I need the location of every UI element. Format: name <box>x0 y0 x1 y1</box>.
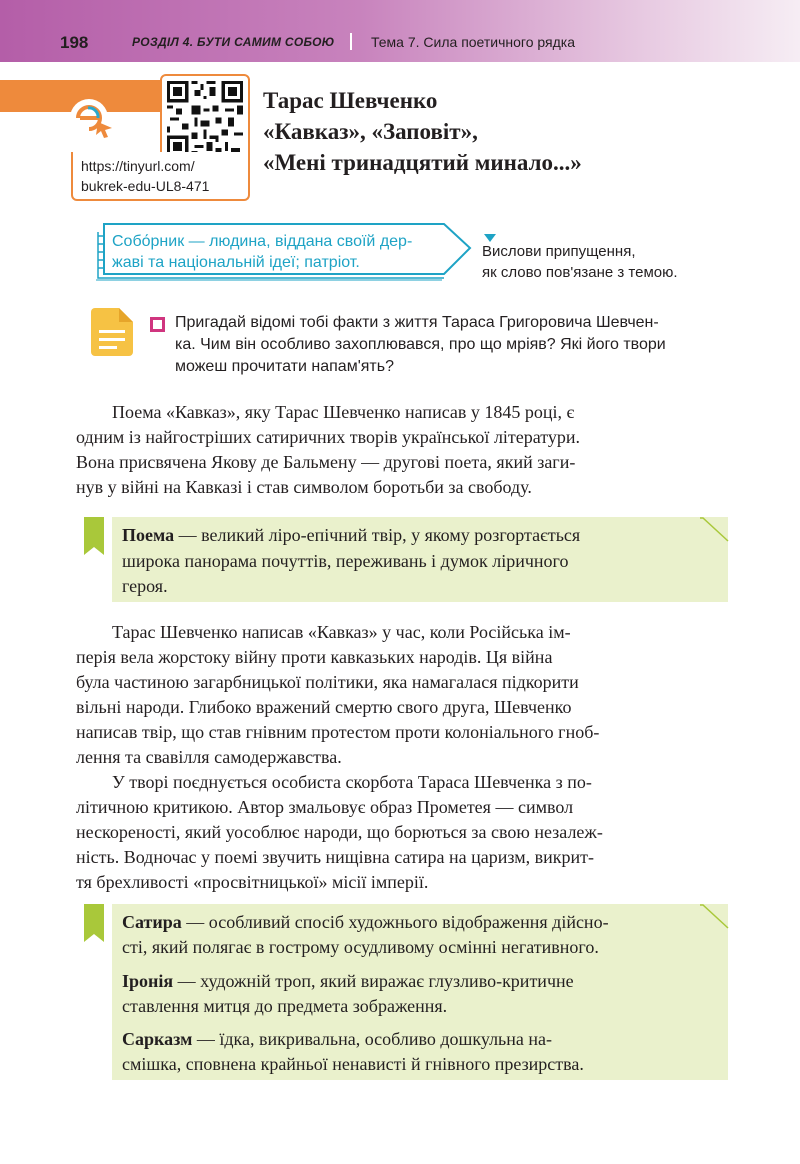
question-line1: Пригадай відомі тобі факти з життя Тараса Григоровича Шевчен- <box>175 314 659 331</box>
definition-sarcasm-line2: смішка, сповнена крайньої ненависті й гнівного презирства. <box>122 1054 584 1074</box>
section-title: РОЗДІЛ 4. БУТИ САМИМ СОБОЮ <box>132 35 335 49</box>
lesson-title-line2: «Кавказ», «Заповіт», <box>263 119 478 144</box>
definition-corner <box>700 517 730 547</box>
para3-line4: ність. Водночас у поемі звучить нищівна сатира на царизм, викрит- <box>76 847 594 867</box>
definition-bookmark-icon <box>84 904 104 944</box>
definition-satire-line2: сті, який полягає в гострому осудливому осмінні негативного. <box>122 937 599 957</box>
definition-poema-line2: широка панорама почуттів, переживань і думок ліричного <box>122 551 569 571</box>
definition-irony-line2: ставлення митця до предмета зображення. <box>122 996 448 1016</box>
header-divider <box>350 33 352 50</box>
definition-corner <box>700 904 730 934</box>
definition-poema-line1: Поема — великий ліро-епічний твір, у якому розгортається <box>122 525 581 545</box>
question-line3: можеш прочитати напам'ять? <box>175 358 394 375</box>
para1-line4: нув у війні на Кавказі і став символом боротьби за свободу. <box>76 477 532 497</box>
para2-line1: Тарас Шевченко написав «Кавказ» у час, коли Російська ім- <box>112 622 571 642</box>
hint-line1: Вислови припущення, <box>482 243 636 260</box>
para2-line3: була частиною загарбницької політики, яка намагалася підкорити <box>76 672 579 692</box>
term-sarcasm: Сарказм <box>122 1029 193 1049</box>
para3-line3: нескореності, який уособлює народи, що борються за свою незалеж- <box>76 822 603 842</box>
qr-url-line1[interactable]: https://tinyurl.com/ <box>81 158 195 174</box>
e-resource-icon <box>68 96 118 145</box>
qr-code[interactable] <box>160 74 250 164</box>
para1-line3: Вона присвячена Якову де Бальмену — другові поета, який заги- <box>76 452 576 472</box>
page-number: 198 <box>60 33 89 52</box>
definition-satire-line1: Сатира — особливий спосіб художнього відображення дійсно- <box>122 912 609 932</box>
para2-line6: лення та свавілля самодержавства. <box>76 747 342 767</box>
topic-title: Тема 7. Сила поетичного рядка <box>371 34 575 50</box>
definition-poema-line3: героя. <box>122 576 168 596</box>
qr-url-line2[interactable]: bukrek-edu-UL8-471 <box>81 178 210 194</box>
para2-line5: написав твір, що став гнівним протестом проти колоніального гноб- <box>76 722 600 742</box>
term-poema: Поема <box>122 525 175 545</box>
hint-line2: як слово пов'язане з темою. <box>482 264 678 281</box>
definition-sarcasm-line1: Сарказм — їдка, викривальна, особливо дошкульна на- <box>122 1029 552 1049</box>
para1-line1: Поема «Кавказ», яку Тарас Шевченко написав у 1845 році, є <box>112 402 575 422</box>
para1-line2: одним із найгостріших сатиричних творів української літератури. <box>76 427 581 447</box>
para3-line1: У творі поєднується особиста скорбота Тараса Шевченка з по- <box>112 772 592 792</box>
definition-irony-line1: Іронія — художній троп, який виражає глузливо-критичне <box>122 971 574 991</box>
para3-line2: літичною критикою. Автор змальовує образ Прометея — символ <box>76 797 574 817</box>
qr-link-box[interactable] <box>71 152 250 201</box>
para3-line5: тя брехливості «просвітницької» місії імперії. <box>76 872 429 892</box>
term-irony: Іронія <box>122 971 174 991</box>
term-satire: Сатира <box>122 912 182 932</box>
para2-line2: перія вела жорстоку війну проти кавказьких народів. Ця війна <box>76 647 553 667</box>
vocabulary-line1: Собо́рник — людина, віддана своїй дер- <box>112 233 413 250</box>
definition-bookmark-icon <box>84 517 104 557</box>
vocabulary-line2: жаві та національній ідеї; патріот. <box>112 254 360 271</box>
note-icon <box>91 308 133 361</box>
question-line2: ка. Чим він особливо захоплювався, про що мріяв? Які його твори <box>175 336 666 353</box>
lesson-title-line3: «Мені тринадцятий минало...» <box>263 150 582 175</box>
question-bullet-icon <box>150 317 165 332</box>
lesson-title-line1: Тарас Шевченко <box>263 88 438 113</box>
para2-line4: вільні народи. Глибоко вражений смертю свого друга, Шевченко <box>76 697 572 717</box>
page-header <box>0 0 800 62</box>
